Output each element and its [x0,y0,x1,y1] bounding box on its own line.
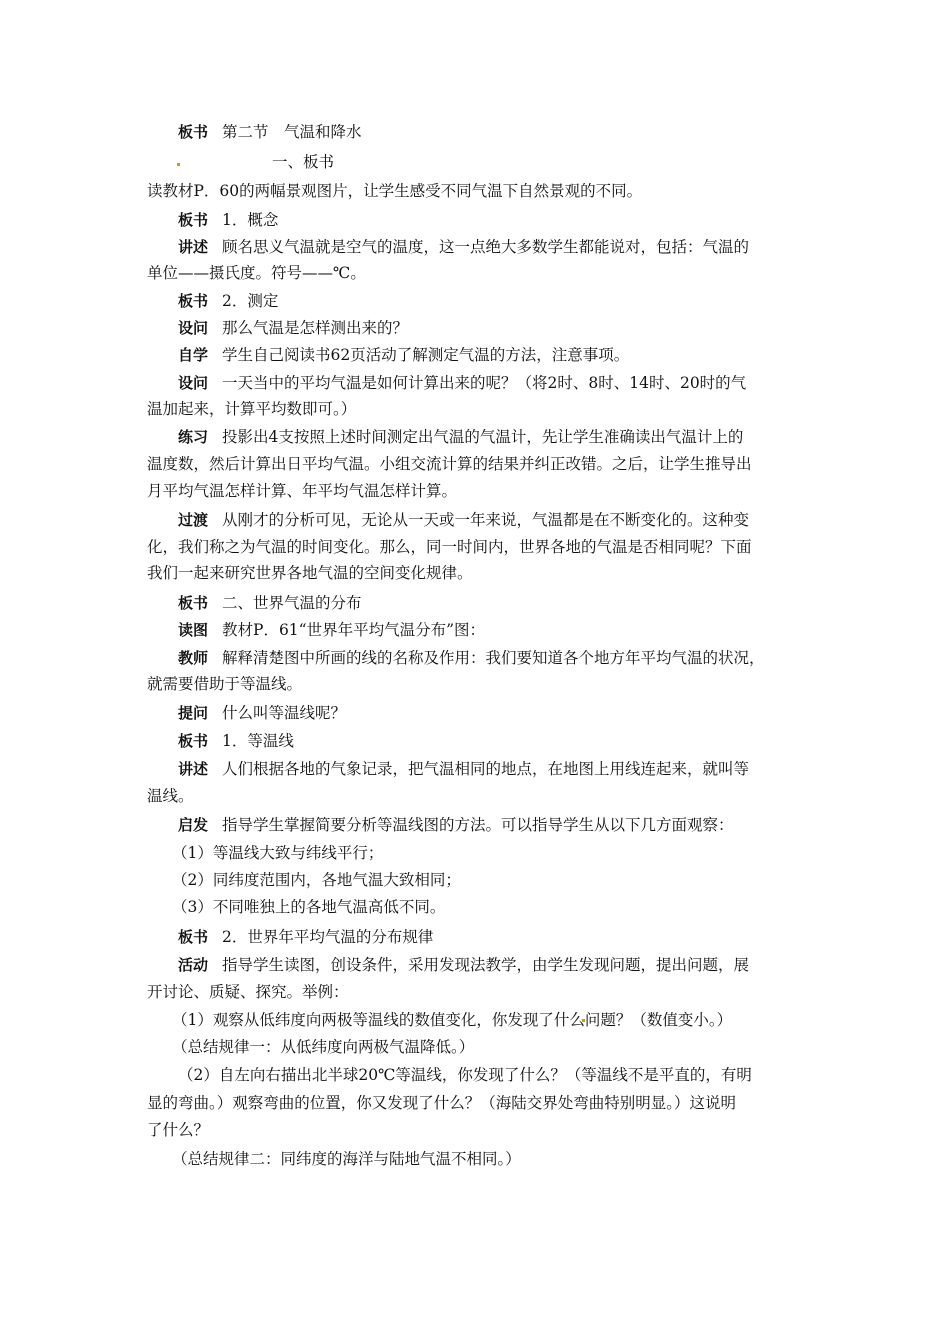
line-text: 2．测定 [222,292,279,310]
line-text: 单位——摄氏度。符号——℃。 [147,264,366,282]
line-text: 我们一起来研究世界各地气温的空间变化规律。 [147,564,473,582]
text-line [147,454,752,474]
decorative-dot [177,163,180,166]
line-label: 板书 [178,292,209,310]
line-label: 板书 [178,732,209,750]
line-text: 了什么？ [147,1121,210,1139]
line-label: 提问 [178,704,209,722]
line-text: 学生自己阅读书62页活动了解测定气温的方法，注意事项。 [222,346,630,364]
line-label: 板书 [178,211,209,229]
text-line [178,927,433,947]
text-line [178,318,408,338]
line-text: 2．世界年平均气温的分布规律 [222,928,434,946]
line-text: 温度数，然后计算出日平均气温。小组交流计算的结果并纠正改错。之后，让学生推导出 [147,455,752,473]
text-line [178,373,746,393]
text-line [178,731,294,751]
line-text: 第二节 气温和降水 [222,123,362,141]
line-label: 讲述 [178,760,209,778]
line-text: 1．概念 [222,211,279,229]
line-label: 过渡 [178,511,209,529]
text-line [172,843,383,863]
line-text: 温加起来，计算平均数即可。） [147,400,357,418]
line-text: 指导学生掌握简要分析等温线图的方法。可以指导学生从以下几方面观察： [222,816,734,834]
text-line [147,674,302,694]
line-label: 板书 [178,928,209,946]
text-line [178,955,749,975]
line-text: （2）自左向右描出北半球20℃等温线，你发现了什么？（等温线不是平直的，有明 [178,1066,752,1084]
text-line [178,122,362,142]
text-line [178,759,749,779]
text-line [178,593,362,613]
line-label: 读图 [178,621,209,639]
text-line [178,427,743,447]
text-line [147,1093,736,1113]
text-line [147,786,194,806]
line-text: 教材P．61“世界年平均气温分布”图： [222,621,486,639]
line-text: 那么气温是怎样测出来的？ [222,319,409,337]
line-text: 指导学生读图，创设条件，采用发现法教学，由学生发现问题，提出问题，展 [222,956,750,974]
line-text: （1）等温线大致与纬线平行； [172,844,384,862]
line-label: 教师 [178,649,209,667]
line-label: 设问 [178,319,209,337]
line-text: 月平均气温怎样计算、年平均气温怎样计算。 [147,482,458,500]
line-text: （总结规律二：同纬度的海洋与陆地气温不相同。） [172,1150,521,1168]
line-text: 就需要借助于等温线。 [147,675,303,693]
text-line [178,345,629,365]
line-label: 练习 [178,428,209,446]
line-text: 一天当中的平均气温是如何计算出来的呢？（将2时、8时、14时、20时的气 [222,374,747,392]
text-line [147,399,356,419]
line-text: 温线。 [147,787,194,805]
line-label: 板书 [178,594,209,612]
text-line [172,897,445,917]
line-text: 开讨论、质疑、探究。举例： [147,983,349,1001]
line-label: 设问 [178,374,209,392]
line-text: 投影出4支按照上述时间测定出气温的气温计，先让学生准确读出气温计上的 [222,428,744,446]
line-text: （1）观察从低纬度向两极等温线的数值变化，你发现了什么问题？（数值变小。） [172,1011,733,1029]
text-line [178,815,734,835]
text-line [272,152,334,172]
text-line [147,181,642,201]
line-text: 人们根据各地的气象记录，把气温相同的地点，在地图上用线连起来，就叫等 [222,760,750,778]
text-line [172,1149,521,1169]
text-line [147,982,349,1002]
text-line [147,1120,209,1140]
line-text: 显的弯曲。）观察弯曲的位置，你又发现了什么？（海陆交界处弯曲特别明显。）这说明 [147,1094,737,1112]
line-label: 讲述 [178,238,209,256]
line-label: 启发 [178,816,209,834]
line-text: 从刚才的分析可见，无论从一天或一年来说，气温都是在不断变化的。这种变 [222,511,750,529]
line-label: 自学 [178,346,209,364]
text-line [172,1010,732,1030]
text-line [172,1037,474,1057]
line-text: 读教材P．60的两幅景观图片，让学生感受不同气温下自然景观的不同。 [147,182,643,200]
line-text: （3）不同唯独上的各地气温高低不同。 [172,898,446,916]
line-label: 活动 [178,956,209,974]
line-text: 顾名思义气温就是空气的温度，这一点绝大多数学生都能说对，包括：气温的 [222,238,750,256]
text-line [178,510,749,530]
line-text: 1．等温线 [222,732,294,750]
text-line [147,563,473,583]
text-line [172,870,461,890]
line-text: （总结规律一：从低纬度向两极气温降低。） [172,1038,475,1056]
text-line [147,263,366,283]
line-text: 一、板书 [272,153,335,171]
text-line [178,210,278,230]
text-line [178,703,346,723]
line-text: 什么叫等温线呢？ [222,704,347,722]
line-text: 化，我们称之为气温的时间变化。那么，同一时间内，世界各地的气温是否相同呢？下面 [147,538,752,556]
text-line [147,537,752,557]
text-line [178,1065,752,1085]
line-text: 解释清楚图中所画的线的名称及作用：我们要知道各个地方年平均气温的状况， [222,649,765,667]
text-line [178,648,765,668]
text-line [178,291,278,311]
text-line [178,620,485,640]
line-text: （2）同纬度范围内，各地气温大致相同； [172,871,461,889]
text-line [178,237,749,257]
line-text: 二、世界气温的分布 [222,594,362,612]
line-label: 板书 [178,123,209,141]
text-line [147,481,457,501]
